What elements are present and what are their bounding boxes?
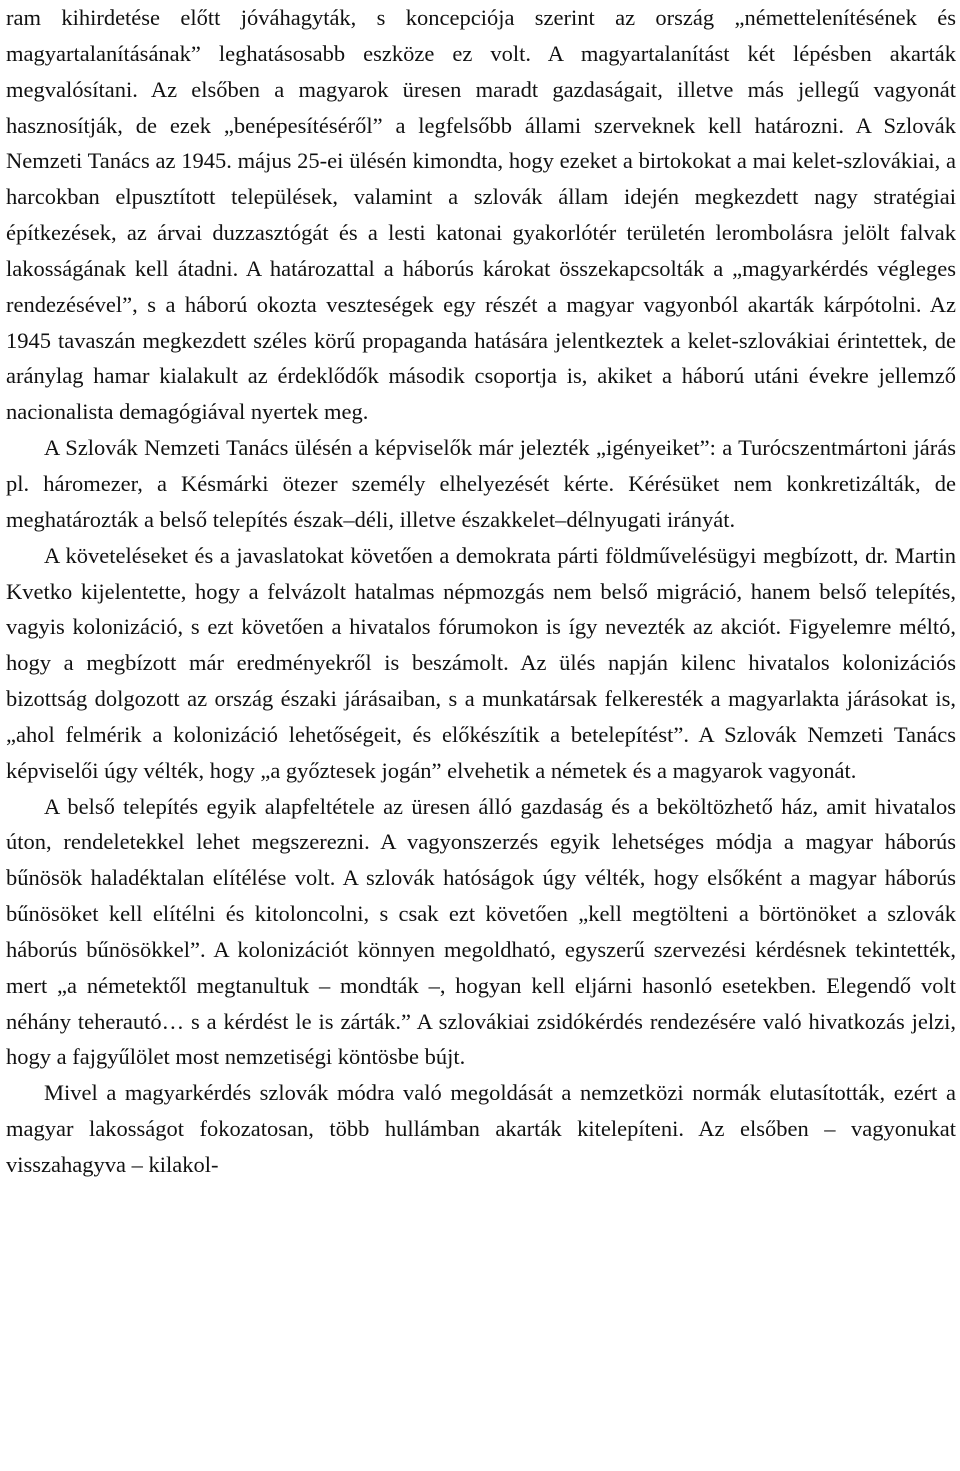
- paragraph-2: A Szlovák Nemzeti Tanács ülésén a képviselők már jelezték „igényeiket”: a Turócszentmártoni járás pl. háromezer, a Késmárki ötezer személy elhelyezését kérte. Kérésüket nem konkretizálták, de meghatározták a belső telepítés észak–déli, illetve északkelet–délnyugati irányát.: [6, 435, 956, 532]
- paragraph-4: A belső telepítés egyik alapfeltétele az üresen álló gazdaság és a beköltözhető ház, amit hivatalos úton, rendeletekkel lehet megszerezni. A vagyonszerzés egyik lehetséges módja a magyar háborús bűnösök haladéktalan elítélése volt. A szlovák hatóságok úgy vélték, hogy elsőként a magyar háborús bűnösöket kell elítélni és kitoloncolni, s csak ezt követően „kell megtölteni a börtönöket a szlovák háborús bűnösökkel”. A kolonizációt könnyen megoldható, egyszerű szervezési kérdésnek tekintették, mert „a németektől megtanultuk – mondták –, hogyan kell eljárni hasonló esetekben. Elegendő volt néhány teherautó… s a kérdést le is zárták.” A szlovákiai zsidókérdés rendezésére való hivatkozás jelzi, hogy a fajgyűlölet most nemzetiségi köntösbe bújt.: [6, 793, 956, 1070]
- paragraph-3: A követeléseket és a javaslatokat követően a demokrata párti földművelésügyi megbízott, dr. Martin Kvetko kijelentette, hogy a felvázolt hatalmas népmozgás nem belső migráció, hanem belső telepítés, vagyis kolonizáció, s ezt követően a hivatalos fórumokon is így nevezték az akciót. Figyelemre méltó, hogy a megbízott már eredményekről is beszámolt. Az ülés napján kilenc hivatalos kolonizációs bizottság dolgozott az ország északi járásaiban, s a munkatársak felkeresték a magyarlakta járásokat is, „ahol felmérik a kolonizáció lehetőségeit, és előkészítik a betelepítést”. A Szlovák Nemzeti Tanács képviselői úgy vélték, hogy „a győztesek jogán” elvehetik a németek és a magyarok vagyonát.: [6, 542, 956, 783]
- paragraph-1: ram kihirdetése előtt jóváhagyták, s koncepciója szerint az ország „némettelenítésének és magyartalanításának” leghatásosabb eszköze ez volt. A magyartalanítást két lépésben akarták megvalósítani. Az elsőben a magyarok üresen maradt gazdaságait, illetve más jellegű vagyonát hasznosítják, de ezek „benépesítéséről” a legfelsőbb állami szerveknek kell határozni. A Szlovák Nemzeti Tanács az 1945. május 25-ei ülésén kimondta, hogy ezeket a birtokokat a mai kelet-szlovákiai, a harcokban elpusztított települések, valamint a szlovák állam idején megkezdett nagy stratégiai építkezések, az árvai duzzasztógát és a lesti katonai gyakorlótér területén lerombolásra jelölt falvak lakosságának kell átadni. A határozattal a háborús károkat összekapcsolták a „magyarkérdés végleges rendezésével”, s a háború okozta veszteségek egy részét a magyar vagyonból akarták kárpótolni. Az 1945 tavaszán megkezdett széles körű propaganda hatására jelentkeztek a kelet-szlovákiai érintettek, de aránylag hamar kialakult az érdeklődők második csoportja is, akiket a háború utáni évekre jellemző nacionalista demagógiával nyertek meg.: [6, 5, 956, 425]
- paragraph-5: Mivel a magyarkérdés szlovák módra való megoldását a nemzetközi normák elutasították, ezért a magyar lakosságot fokozatosan, több hullámban akarták kitelepíteni. Az elsőben – vagyonukat visszahagyva – kilakol-: [6, 1080, 956, 1177]
- document-page: [6, 0, 956, 1183]
